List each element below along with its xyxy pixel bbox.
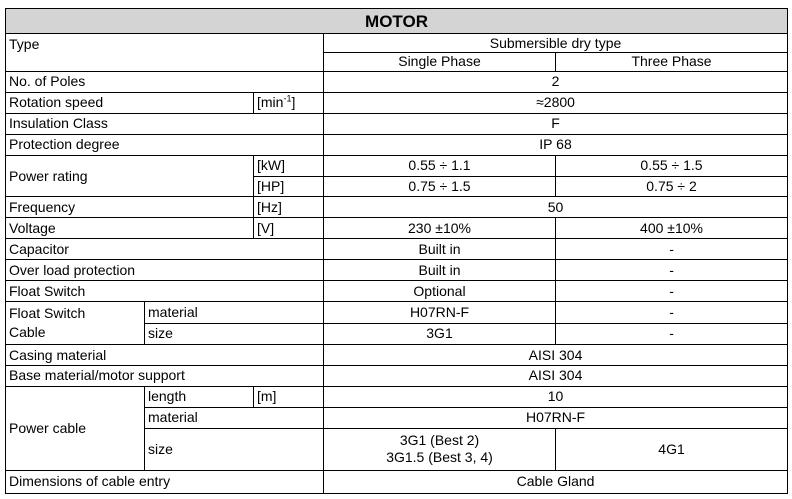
poles-row xyxy=(6,71,788,92)
protection-row xyxy=(6,134,788,155)
power-cable-material-value: H07RN-F xyxy=(324,407,788,428)
poles-label: No. of Poles xyxy=(6,71,324,92)
rotation-label: Rotation speed xyxy=(6,92,254,113)
float-cable-label: Float Switch Cable xyxy=(6,302,145,345)
protection-value: IP 68 xyxy=(324,134,788,155)
float-cable-material-row xyxy=(6,302,788,323)
cable-entry-value: Cable Gland xyxy=(324,470,788,493)
capacitor-row xyxy=(6,239,788,260)
frequency-value: 50 xyxy=(324,197,788,218)
power-kw-three: 0.55 ÷ 1.5 xyxy=(556,155,788,176)
cable-entry-row xyxy=(6,470,788,493)
power-cable-length-value: 10 xyxy=(324,386,788,407)
casing-value: AISI 304 xyxy=(324,345,788,366)
voltage-label: Voltage xyxy=(6,218,254,239)
rotation-value: ≈2800 xyxy=(324,92,788,113)
float-cable-material-single: H07RN-F xyxy=(324,302,556,323)
frequency-label: Frequency xyxy=(6,197,254,218)
overload-label: Over load protection xyxy=(6,260,324,281)
casing-label: Casing material xyxy=(6,345,324,366)
capacitor-label: Capacitor xyxy=(6,239,324,260)
power-kw-row xyxy=(6,155,788,176)
power-cable-size-three: 4G1 xyxy=(556,428,788,470)
insulation-row xyxy=(6,113,788,134)
type-row xyxy=(6,34,788,53)
motor-spec-table xyxy=(5,8,788,494)
power-hp-three: 0.75 ÷ 2 xyxy=(556,176,788,197)
title-row xyxy=(6,9,788,34)
voltage-single: 230 ±10% xyxy=(324,218,556,239)
type-label: Type xyxy=(6,34,324,72)
float-cable-size-three: - xyxy=(556,323,788,344)
voltage-three: 400 ±10% xyxy=(556,218,788,239)
voltage-unit: [V] xyxy=(254,218,324,239)
type-value: Submersible dry type xyxy=(324,34,788,53)
poles-value: 2 xyxy=(324,71,788,92)
single-phase-header: Single Phase xyxy=(324,52,556,71)
protection-label: Protection degree xyxy=(6,134,324,155)
power-hp-single: 0.75 ÷ 1.5 xyxy=(324,176,556,197)
float-cable-material-label: material xyxy=(145,302,324,323)
power-cable-length-row xyxy=(6,386,788,407)
casing-row xyxy=(6,345,788,366)
power-cable-label: Power cable xyxy=(6,386,145,470)
power-kw-single: 0.55 ÷ 1.1 xyxy=(324,155,556,176)
float-cable-size-single: 3G1 xyxy=(324,323,556,344)
base-value: AISI 304 xyxy=(324,366,788,387)
power-cable-size-label: size xyxy=(145,428,324,470)
overload-single: Built in xyxy=(324,260,556,281)
base-row xyxy=(6,366,788,387)
rotation-row xyxy=(6,92,788,113)
base-label: Base material/motor support xyxy=(6,366,324,387)
power-cable-material-label: material xyxy=(145,407,324,428)
voltage-row xyxy=(6,218,788,239)
float-switch-label: Float Switch xyxy=(6,281,324,302)
power-cable-length-label: length xyxy=(145,386,254,407)
capacitor-three: - xyxy=(556,239,788,260)
insulation-value: F xyxy=(324,113,788,134)
insulation-label: Insulation Class xyxy=(6,113,324,134)
frequency-row xyxy=(6,197,788,218)
overload-three: - xyxy=(556,260,788,281)
float-switch-single: Optional xyxy=(324,281,556,302)
three-phase-header: Three Phase xyxy=(556,52,788,71)
float-cable-size-label: size xyxy=(145,323,324,344)
table-title: MOTOR xyxy=(6,9,788,34)
float-switch-three: - xyxy=(556,281,788,302)
float-switch-row xyxy=(6,281,788,302)
cable-entry-label: Dimensions of cable entry xyxy=(6,470,324,493)
overload-row xyxy=(6,260,788,281)
power-label: Power rating xyxy=(6,155,254,197)
frequency-unit: [Hz] xyxy=(254,197,324,218)
power-unit-kw: [kW] xyxy=(254,155,324,176)
rotation-unit: $[\min^{-1}]$ xyxy=(254,92,324,113)
float-cable-material-three: - xyxy=(556,302,788,323)
power-unit-hp: [HP] xyxy=(254,176,324,197)
capacitor-single: Built in xyxy=(324,239,556,260)
power-cable-length-unit: [m] xyxy=(254,386,324,407)
power-cable-size-single: 3G1 (Best 2) 3G1.5 (Best 3, 4) xyxy=(324,428,556,470)
